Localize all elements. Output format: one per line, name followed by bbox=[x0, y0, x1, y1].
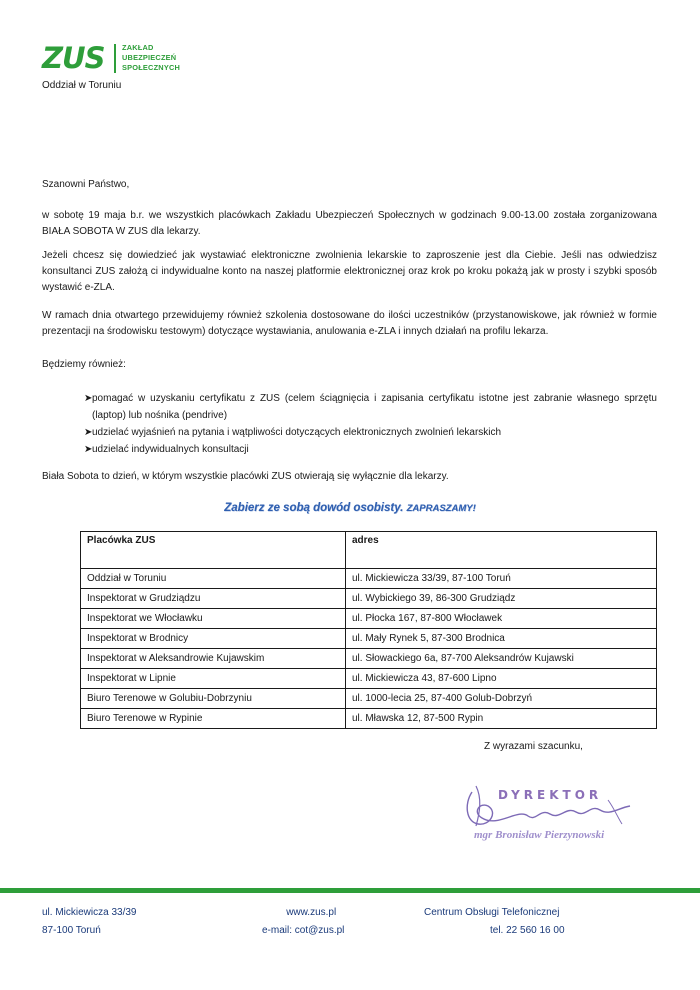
location-address: ul. Wybickiego 39, 86-300 Grudziądz bbox=[346, 589, 657, 609]
paragraph-training: W ramach dnia otwartego przewidujemy również szkolenia dostosowane do ilości uczestników (przystanowiskowe, jak również w formie prezentacji na środowisku testowym) dotyczące wystawiania, anulowania e-ZLA i innych działań na profilu lekarza. bbox=[42, 310, 657, 337]
list-item: ➤ udzielać indywidualnych konsultacji bbox=[42, 441, 657, 458]
column-header: adres bbox=[346, 532, 657, 569]
location-name: Inspektorat w Lipnie bbox=[81, 669, 346, 689]
table-row bbox=[81, 709, 657, 729]
table-row bbox=[81, 589, 657, 609]
table-row bbox=[81, 689, 657, 709]
location-name: Biuro Terenowe w Rypinie bbox=[81, 709, 346, 729]
location-address: ul. Mały Rynek 5, 87-300 Brodnica bbox=[346, 629, 657, 649]
table-header-row bbox=[81, 532, 657, 569]
website-link[interactable]: www.zus.pl bbox=[286, 907, 337, 918]
logo-divider bbox=[114, 44, 116, 73]
list-item: ➤ udzielać wyjaśnień na pytania i wątpliwości dotyczących elektronicznych zwolnień lekarskich bbox=[42, 424, 657, 441]
location-address: ul. Płocka 167, 87-800 Włocławek bbox=[346, 609, 657, 629]
branch-name: Oddział w Toruniu bbox=[42, 80, 122, 91]
salutation: Szanowni Państwo, bbox=[42, 179, 130, 190]
invite-text: ZAPRASZAMY! bbox=[406, 503, 476, 514]
table-row bbox=[81, 649, 657, 669]
location-address: ul. Mławska 12, 87-500 Rypin bbox=[346, 709, 657, 729]
signature-title: DYREKTOR bbox=[498, 788, 603, 802]
paragraph-e-zla: Jeżeli chcesz się dowiedzieć jak wystawiać elektroniczne zwolnienia lekarskie to zaproszenie jest dla Ciebie. Jeśli nas odwiedzisz konsultanci ZUS założą ci indywidualne konto na naszej platformie elektronicznej oraz krok po kroku pokażą jak w prosty i szybki sposób wystawić e-ZLA. bbox=[42, 250, 657, 293]
email-link[interactable]: e-mail: cot@zus.pl bbox=[262, 925, 345, 936]
closing-paragraph: Biała Sobota to dzień, w którym wszystkie placówki ZUS otwierają się wyłącznie dla lekarzy. bbox=[42, 471, 449, 482]
table-row bbox=[81, 609, 657, 629]
location-name: Inspektorat w Aleksandrowie Kujawskim bbox=[81, 649, 346, 669]
logo-word: ZAKŁAD bbox=[122, 43, 154, 52]
location-name: Biuro Terenowe w Golubiu-Dobrzyniu bbox=[81, 689, 346, 709]
arrow-bullet-icon: ➤ bbox=[84, 393, 93, 404]
logo-mark: ZUS bbox=[42, 41, 105, 75]
location-name: Inspektorat we Włocławku bbox=[81, 609, 346, 629]
footer-divider bbox=[0, 888, 700, 893]
location-name: Oddział w Toruniu bbox=[81, 569, 346, 589]
footer-contact bbox=[262, 904, 344, 940]
signatory-name: mgr Bronisław Pierzynowski bbox=[474, 829, 605, 841]
also-intro: Będziemy również: bbox=[42, 359, 126, 370]
location-name: Inspektorat w Grudziądzu bbox=[81, 589, 346, 609]
arrow-bullet-icon: ➤ bbox=[84, 427, 93, 438]
column-header: Placówka ZUS bbox=[81, 532, 346, 569]
table-row bbox=[81, 669, 657, 689]
table-row bbox=[81, 569, 657, 589]
bring-id-notice bbox=[0, 502, 700, 514]
signature-stamp bbox=[458, 778, 668, 858]
logo-word: UBEZPIECZEŃ bbox=[122, 53, 177, 62]
location-address: ul. 1000-lecia 25, 87-400 Golub-Dobrzyń bbox=[346, 689, 657, 709]
locations-table bbox=[80, 531, 657, 729]
services-list bbox=[42, 390, 657, 458]
location-address: ul. Mickiewicza 43, 87-600 Lipno bbox=[346, 669, 657, 689]
list-item: ➤ pomagać w uzyskaniu certyfikatu z ZUS (celem ściągnięcia i zapisania certyfikatu istotne jest zabranie własnego sprzętu (laptop) lub nośnika (pendrive) bbox=[42, 390, 657, 424]
closing-regards: Z wyrazami szacunku, bbox=[484, 741, 583, 752]
zus-logo bbox=[42, 42, 182, 76]
location-address: ul. Słowackiego 6a, 87-700 Aleksandrów Kujawski bbox=[346, 649, 657, 669]
paragraph-intro: w sobotę 19 maja b.r. we wszystkich placówkach Zakładu Ubezpieczeń Społecznych w godzinach 9.00-13.00 została zorganizowana BIAŁA SOBOTA W ZUS dla lekarzy. bbox=[42, 210, 657, 237]
logo-words bbox=[122, 43, 180, 73]
bring-id-text: Zabierz ze sobą dowód osobisty. bbox=[224, 502, 404, 514]
footer-address: ul. Mickiewicza 33/39 87-100 Toruń bbox=[42, 907, 137, 936]
footer-phone-center: Centrum Obsługi Telefonicznej tel. 22 560 16 00 bbox=[424, 907, 565, 936]
logo-word: SPOŁECZNYCH bbox=[122, 63, 181, 72]
table-row bbox=[81, 629, 657, 649]
location-name: Inspektorat w Brodnicy bbox=[81, 629, 346, 649]
arrow-bullet-icon: ➤ bbox=[84, 444, 93, 455]
location-address: ul. Mickiewicza 33/39, 87-100 Toruń bbox=[346, 569, 657, 589]
